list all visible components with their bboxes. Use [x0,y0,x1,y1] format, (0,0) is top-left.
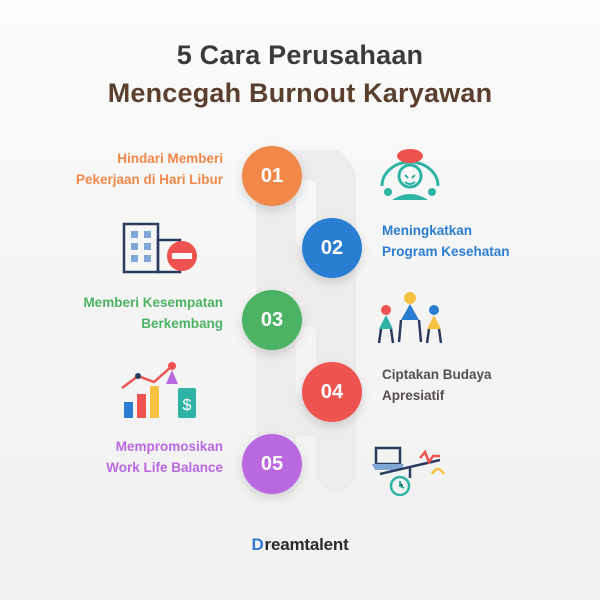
work-life-balance-icon [362,430,458,496]
step-number-02: 02 [302,218,362,278]
step-row-04 [0,356,600,428]
steps-list [0,140,600,500]
step-number-01: 01 [242,146,302,206]
brand-logo [0,535,600,555]
step-row-03 [0,284,600,356]
step-label-01-line2: Pekerjaan di Hari Libur [75,172,223,187]
step-label-04 [382,364,567,406]
step-label-03 [33,292,223,334]
step-number-04: 04 [302,362,362,422]
step-label-04-line2: Apresiatif [382,388,445,403]
step-label-04-line1: Ciptakan Budaya [382,367,492,382]
step-label-02-line2: Program Kesehatan [382,244,510,259]
title-line-1: 5 Cara Perusahaan [176,40,424,70]
step-label-01 [33,148,223,190]
step-row-02 [0,212,600,284]
svg-text:$: $ [182,397,192,414]
step-label-05-line1: Mempromosikan [115,439,223,454]
step-label-03-line2: Berkembang [141,316,223,331]
step-row-05 [0,428,600,500]
team-celebration-icon [362,286,458,352]
person-meditating-icon [362,142,458,208]
title-line-2: Mencegah Burnout Karyawan [107,78,493,108]
step-label-01-line1: Hindari Memberi [117,151,223,166]
step-label-03-line1: Memberi Kesempatan [83,295,223,310]
step-number-03: 03 [242,290,302,350]
step-label-02 [382,220,567,262]
step-label-05 [33,436,223,478]
no-office-building-icon [112,214,208,280]
growth-chart-icon [112,358,208,424]
brand-mark: D [251,535,264,554]
step-row-01 [0,140,600,212]
step-number-05: 05 [242,434,302,494]
poster-header [0,38,600,110]
step-label-05-line2: Work Life Balance [106,460,223,475]
step-label-02-line1: Meningkatkan [382,223,473,238]
brand-name: reamtalent [264,535,349,554]
